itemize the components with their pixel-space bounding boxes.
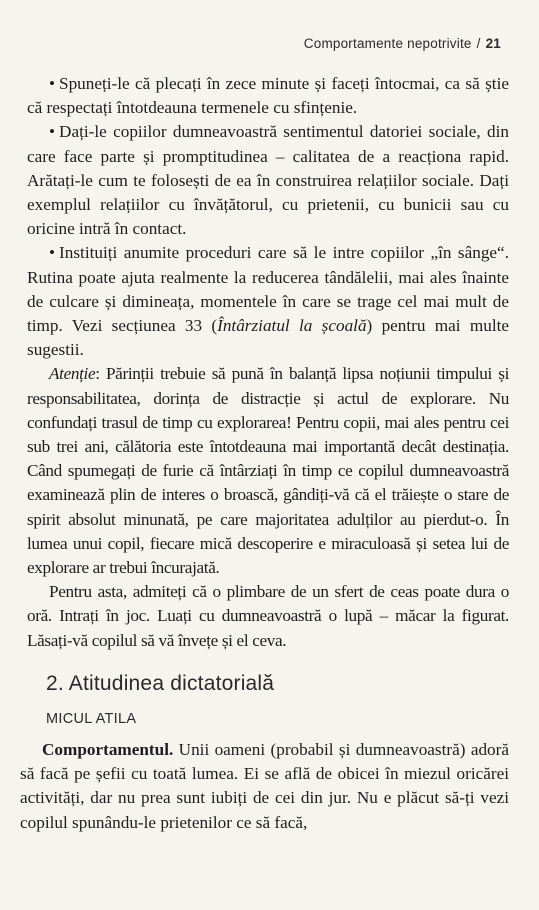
lead-in-label: Comportamentul. bbox=[42, 740, 174, 759]
paragraph-text: Instituiți anumite proceduri care să le intre copiilor „în sânge“. Rutina poate ajuta realmente la reducerea tândălelii, mai ales înainte de culcare și dimineața, momentele în care se trage cel mai mult de timp. Vezi secțiunea 33 ( bbox=[27, 243, 509, 336]
paragraph-bullet-3 bbox=[27, 241, 509, 362]
bullet-icon: • bbox=[49, 243, 56, 263]
paragraph-text: : Părinții trebuie să pună în balanță lipsa noțiunii timpului și responsabilitatea, dorința de distracție și actul de explorare. Nu confundați trasul de timp cu explorarea! Pentru copii, mai ales pentru cei sub trei ani, călătoria este întotdeauna mai importantă decât destinația. Când spumegați de furie că întârziați în timp ce copilul dumneavoastră examinează plin de interes o broască, gândiți-vă că el trăiește o stare de spirit absolut minunată, pe care majoritatea adulților au pierdut-o. În lumea unui copil, fiecare mică descoperire e miraculoasă și setea lui de explorare ar trebui încurajată. bbox=[27, 364, 509, 578]
paragraph-text: ) pentru mai multe sugestii. bbox=[27, 316, 510, 360]
paragraph-text: Unii oameni (probabil și dumneavoastră) adoră să facă pe șefii cu toată lumea. Ei se află de obicei în miezul oricărei activități, dar nu prea sunt iubiți de cei din jur. Nu e plăcut să-ți vezi copilul spunându-le prietenilor ce să facă, bbox=[20, 740, 509, 832]
paragraph-bullet-1 bbox=[27, 72, 509, 120]
chapter-title: Comportamente nepotrivite bbox=[303, 36, 472, 51]
page-number: 21 bbox=[485, 36, 501, 51]
section-reference: Întârziatul la școală bbox=[217, 316, 367, 336]
header-separator: / bbox=[476, 36, 481, 51]
attention-label: Atenție bbox=[49, 364, 96, 384]
running-header bbox=[304, 36, 501, 51]
paragraph-text: Pentru asta, admiteți că o plimbare de un sfert de ceas poate dura o oră. Intrați în joc. Luați cu dumneavoastră o lupă – măcar la figurat. Lăsați-vă copilul să vă învețe și el ceva. bbox=[27, 582, 509, 650]
section-text bbox=[20, 738, 509, 835]
paragraph-behaviour bbox=[20, 738, 509, 835]
section-subtitle: MICUL ATILA bbox=[46, 711, 137, 727]
paragraph-bullet-2 bbox=[27, 120, 509, 241]
paragraph-attention bbox=[27, 362, 509, 580]
section-title: 2. Atitudinea dictatorială bbox=[46, 672, 275, 695]
main-text bbox=[27, 72, 509, 653]
paragraph-advice bbox=[27, 580, 509, 653]
bullet-icon: • bbox=[49, 122, 56, 142]
paragraph-text: Spuneți-le că plecați în zece minute și faceți întocmai, ca să știe că respectați întotdeauna termenele cu sfințenie. bbox=[27, 74, 509, 118]
bullet-icon: • bbox=[49, 74, 56, 93]
paragraph-text: Dați-le copiilor dumneavoastră sentimentul datoriei sociale, din care face parte și promptitudinea – calitatea de a reacționa rapid. Arătați-le cum te folosești de ea în construirea relațiilor sociale. Dați exemplul relațiilor cu învățătorul, cu prietenii, cu bunicii sau cu oricine intră în contact. bbox=[27, 122, 509, 239]
